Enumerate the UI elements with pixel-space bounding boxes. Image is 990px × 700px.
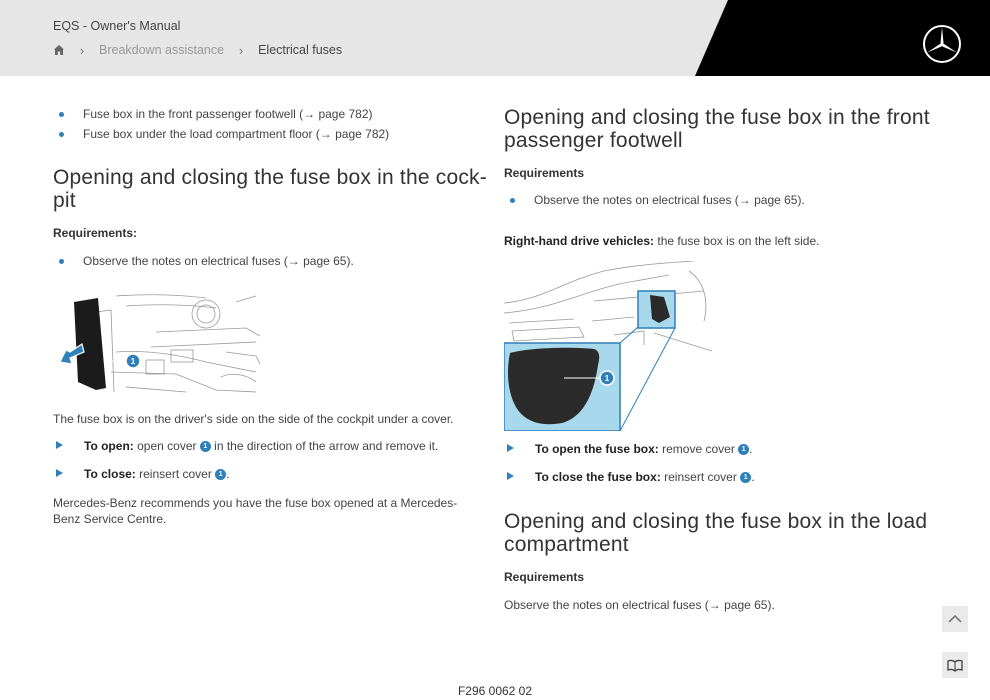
chevron-right-icon: › [79, 42, 85, 58]
step-open-text: remove cover [662, 442, 735, 456]
home-icon[interactable] [53, 44, 65, 56]
step-close-text: reinsert cover [664, 470, 737, 484]
link-electrical-fuses-notes[interactable]: Observe the notes on electrical fuses (→ page 65). [83, 254, 354, 268]
cover-badge-1: 1 [200, 441, 211, 452]
heading-fp-line2: passenger footwell [504, 129, 683, 152]
heading-lc-line1: Opening and closing the fuse box in the load [504, 510, 928, 533]
heading-lc-line2: compartment [504, 533, 629, 556]
heading-cockpit [53, 166, 487, 212]
step-open-fuse-box: To open the fuse box: remove cover 1 . [535, 442, 753, 456]
bullet-dot [59, 259, 64, 264]
mercedes-star-logo[interactable] [922, 24, 962, 64]
list-item [83, 107, 373, 121]
recommend-line2: Benz Service Centre. [53, 512, 167, 526]
heading-cockpit-line2: pit [53, 189, 76, 212]
chevron-right-icon: › [238, 42, 244, 58]
step-close-text: reinsert cover [139, 467, 212, 481]
step-close-label: To close the fuse box: [535, 470, 661, 484]
figure-badge-1: 1 [604, 374, 610, 383]
step-open-label: To open the fuse box: [535, 442, 659, 456]
figure-code: F296 0062 02 [457, 684, 533, 698]
cover-badge-1: 1 [215, 469, 226, 480]
step-arrow-icon [507, 444, 514, 452]
rhd-note [504, 233, 819, 249]
step-open-label: To open: [84, 439, 134, 453]
breadcrumb-breakdown-assistance[interactable]: Breakdown assistance [99, 43, 225, 57]
breadcrumb [53, 42, 342, 58]
figure-badge-1: 1 [130, 357, 136, 366]
step-close-fuse-box: To close the fuse box: reinsert cover 1 . [535, 470, 755, 484]
step-open-text: open cover [137, 439, 197, 453]
bookmark-icon [942, 652, 968, 678]
step-arrow-icon [56, 469, 63, 477]
heading-load-compartment [504, 510, 927, 556]
bullet-dot [510, 198, 515, 203]
rhd-text: the fuse box is on the left side. [657, 234, 820, 248]
footwell-fuse-box-figure [504, 261, 712, 431]
bullet-dot [59, 132, 64, 137]
cockpit-description: The fuse box is on the driver's side on the side of the cockpit under a cover. [53, 412, 454, 426]
step-arrow-icon [56, 441, 63, 449]
cover-badge-1: 1 [738, 444, 749, 455]
list-item [83, 254, 354, 268]
header-bar [0, 0, 990, 76]
step-arrow-icon [507, 472, 514, 480]
app-title: EQS - Owner's Manual [53, 19, 181, 33]
link-electrical-fuses-notes[interactable]: Observe the notes on electrical fuses (→ page 65). [504, 598, 775, 612]
step-open-text-cont: in the direction of the arrow and remove it. [214, 439, 439, 453]
bookmark-button[interactable] [942, 652, 968, 678]
list-item [83, 127, 389, 141]
service-recommendation [53, 495, 457, 527]
step-close-label: To close: [84, 467, 136, 481]
link-load-compartment-floor[interactable]: Fuse box under the load compartment floor (→ page 782) [83, 127, 390, 141]
heading-front-passenger-footwell [504, 106, 930, 152]
heading-cockpit-line1: Opening and closing the fuse box in the cock- [53, 166, 487, 189]
cover-badge-1: 1 [740, 472, 751, 483]
cockpit-fuse-box-figure [56, 292, 261, 400]
breadcrumb-electrical-fuses: Electrical fuses [258, 43, 343, 57]
heading-fp-line1: Opening and closing the fuse box in the front [504, 106, 930, 129]
list-item [534, 193, 805, 207]
scroll-up-button[interactable] [942, 606, 968, 632]
bullet-dot [59, 112, 64, 117]
link-electrical-fuses-notes[interactable]: Observe the notes on electrical fuses (→ page 65). [534, 193, 805, 207]
requirements-label: Requirements [504, 166, 585, 180]
requirements-label: Requirements [504, 570, 585, 584]
step-open [84, 439, 438, 453]
requirements-label: Requirements: [53, 226, 138, 240]
step-close: To close: reinsert cover 1 . [84, 467, 230, 481]
recommend-line1: Mercedes-Benz recommends you have the fuse box opened at a Mercedes- [53, 496, 458, 510]
scroll-up-icon [942, 606, 968, 632]
rhd-label: Right-hand drive vehicles: [504, 234, 655, 248]
link-front-passenger-footwell[interactable]: Fuse box in the front passenger footwell (→ page 782) [83, 107, 373, 121]
